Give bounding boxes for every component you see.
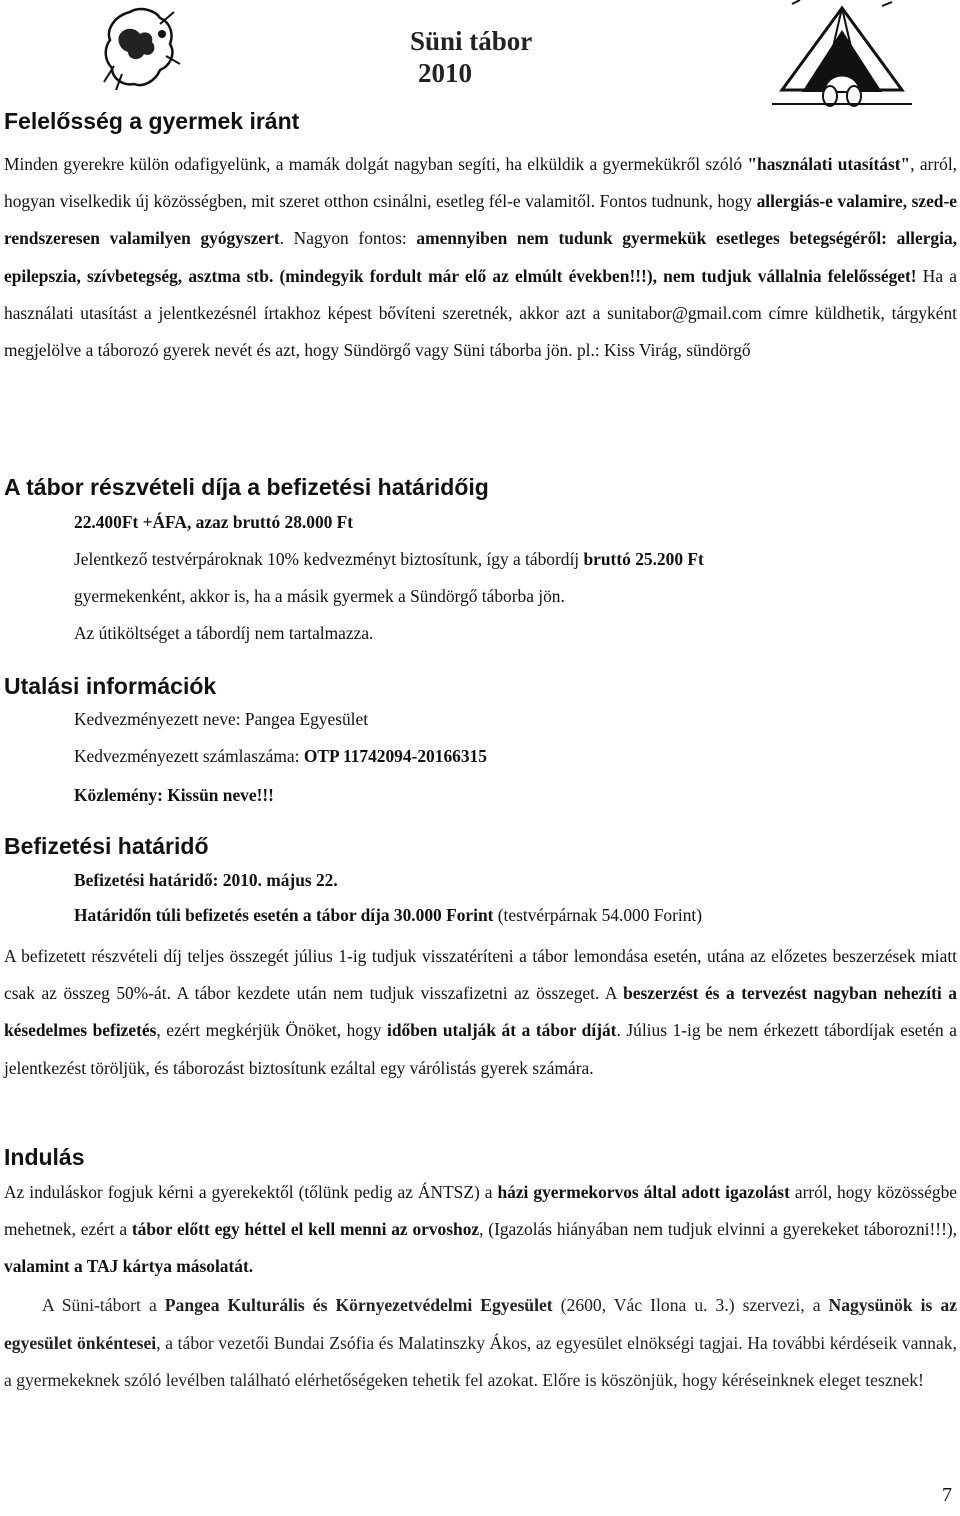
fee-line-3: gyermekenként, akkor is, ha a másik gyermek a Sündörgő táborba jön.: [74, 586, 565, 606]
text-bold: bruttó 25.200 Ft: [583, 549, 704, 569]
text: , a tábor vezetői Bundai Zsófia és Malatinszky Ákos, az egyesület elnökségi tagjai. Ha további kérdéseik vannak, a gyermekeknek szóló levélben található elérhetőségeken tehetik fel azokat. Előre is köszönjük, hogy kéréseinknek eleget tesznek!: [4, 1332, 957, 1390]
hedgehog-map-logo: [100, 4, 182, 94]
text-bold: beszerzést és a tervezést nagyban nehezíti a késedelmes befizetés: [4, 983, 957, 1041]
departure-paragraph: [4, 1174, 957, 1286]
text: arról, hogy közösségbe mehetnek, ezért a: [4, 1182, 957, 1240]
fee-line-4: Az útiköltséget a tábordíj nem tartalmazza.: [74, 623, 374, 643]
tent-with-hedgehog-logo: [772, 0, 912, 110]
text: Kedvezményezett számlaszáma:: [74, 746, 304, 766]
text: , (Igazolás hiányában nem tudjuk elvinni a gyerekeket táborozni!!!),: [479, 1219, 957, 1240]
responsibility-paragraph: [4, 146, 957, 369]
text-bold: időben utalják át a tábor díját: [387, 1020, 617, 1041]
text: (testvérpárnak 54.000 Forint): [493, 905, 703, 925]
text: , ezért megkérjük Önöket, hogy: [156, 1020, 388, 1041]
text: . Július 1-ig be nem érkezett tábordíjak esetén a jelentkezést töröljük, és táborozást biztosítunk ezáltal egy várólistás gyerek számára.: [4, 1020, 957, 1078]
section-heading-departure: Indulás: [4, 1144, 85, 1170]
text: A Süni-tábort a: [42, 1295, 165, 1315]
deadline-line-1: [74, 870, 338, 891]
text-bold: amennyiben nem tudunk gyermekük esetleges betegségéről: allergia, epilepszia, szívbetegség, asztma stb. (mindegyik fordult már elő az elmúlt években!!!), nem tudjuk vállalnia felelősséget!: [4, 228, 957, 286]
page-title: Süni tábor: [410, 26, 533, 56]
text-bold: "használati utasítást": [747, 154, 911, 174]
text: Ha a használati utasítást a jelentkezésnél írtakhoz képest bővíteni szeretnék, akkor azt a sunitabor@gmail.com címre küldhetik, tárgyként megjelölve a táborozó gyerek nevét és azt, hogy Sündörgő vagy Süni táborba jön. pl.: Kiss Virág, sündörgő: [4, 265, 957, 361]
text-bold: Befizetési határidő: 2010. május 22.: [74, 870, 338, 890]
page-number: 7: [942, 1484, 952, 1506]
text-bold: allergiás-e valamire, szed-e rendszeresen valamilyen gyógyszert: [4, 191, 957, 249]
organizer-paragraph: [4, 1287, 957, 1400]
transfer-line-2: [74, 746, 487, 767]
text-bold: Nagysünök is az egyesület önkéntesei: [4, 1295, 958, 1353]
text: Jelentkező testvérpároknak 10% kedvezményt biztosítunk, így a tábordíj: [74, 549, 584, 569]
transfer-line-3: [74, 785, 274, 806]
text-bold: Határidőn túli befizetés esetén a tábor díja 30.000 Forint: [74, 905, 494, 925]
section-heading-deadline: Befizetési határidő: [4, 833, 209, 859]
text: . Nagyon fontos:: [279, 228, 417, 249]
fee-line-2: [74, 549, 704, 570]
text: Minden gyerekre külön odafigyelünk, a mamák dolgát nagyban segíti, ha elküldik a gyermekükről szóló: [4, 154, 748, 174]
text: (2600, Vác Ilona u. 3.) szervezi, a: [552, 1295, 829, 1315]
text: Az induláskor fogjuk kérni a gyerekektől (tőlünk pedig az ÁNTSZ) a: [4, 1182, 498, 1202]
fee-line-1: [74, 512, 353, 533]
section-heading-fee: A tábor részvételi díja a befizetési határidőig: [4, 474, 489, 500]
text: A befizetett részvételi díj teljes összegét július 1-ig tudjuk visszatéríteni a tábor lemondása esetén, utána az előzetes beszerzések miatt csak az összeg 50%-át. A tábor kezdete után nem tudjuk visszafizetni az összeget. A: [4, 946, 957, 1004]
text-bold: Közlemény: Kissün neve!!!: [74, 785, 274, 805]
refund-paragraph: [4, 938, 957, 1087]
text-bold: házi gyermekorvos által adott igazolást: [497, 1182, 790, 1202]
transfer-line-1: Kedvezményezett neve: Pangea Egyesület: [74, 709, 369, 729]
text: , arról, hogyan viselkedik új közösségben, mit szeret otthon csinálni, esetleg fél-e valamitől. Fontos tudnunk, hogy: [4, 154, 958, 212]
deadline-line-2: [74, 905, 702, 926]
section-heading-responsibility: Felelősség a gyermek iránt: [4, 108, 300, 134]
text-bold: valamint a TAJ kártya másolatát.: [4, 1256, 254, 1277]
page-year: 2010: [418, 58, 472, 88]
text-bold: OTP 11742094-20166315: [303, 746, 487, 766]
section-heading-transfer: Utalási információk: [4, 673, 217, 699]
text-bold: tábor előtt egy héttel el kell menni az orvoshoz: [131, 1219, 480, 1240]
text-bold: 22.400Ft +ÁFA, azaz bruttó 28.000 Ft: [74, 512, 354, 532]
text-bold: Pangea Kulturális és Környezetvédelmi Egyesület: [164, 1295, 553, 1315]
